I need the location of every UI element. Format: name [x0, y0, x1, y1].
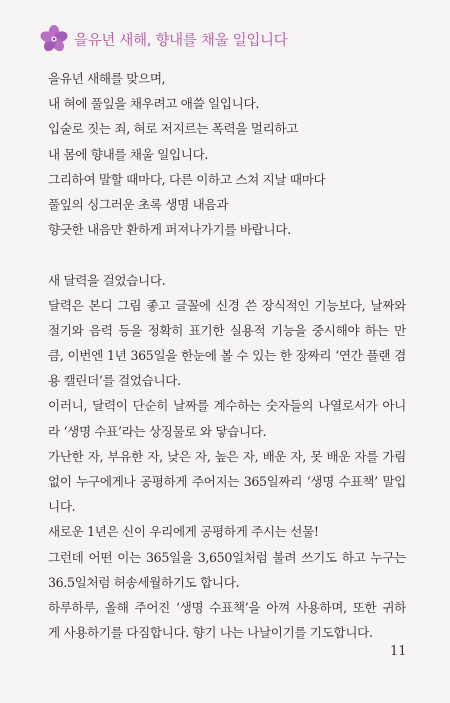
text-line: 없이 누구에게나 공평하게 주어지는 365일짜리 ‘생명 수표책’ 말입: [48, 474, 406, 489]
paragraph-break: [48, 242, 406, 267]
text-line: 그런데 어떤 이는 365일을 3,650일처럼 불려 쓰기도 하고 누구는: [48, 549, 406, 565]
chapter-header: [40, 24, 420, 54]
text-line: 입술로 짓는 죄, 혀로 저지르는 폭력을 멀리하고: [48, 121, 299, 137]
text-line: 내 혀에 풀잎을 채우려고 애쓸 일입니다.: [48, 96, 259, 112]
text-line: 용 캘린더’를 걸었습니다.: [48, 373, 181, 389]
text-line: 큼, 이번엔 1년 365일을 한눈에 볼 수 있는 한 장짜리 ‘연간 플랜 겸: [48, 348, 406, 364]
page-number: 11: [390, 644, 407, 659]
text-line: 라 ‘생명 수표’라는 상징물로 와 닿습니다.: [48, 423, 267, 439]
text-line: 그리하여 말할 때마다, 다른 이하고 스쳐 지날 때마다: [48, 171, 326, 187]
text-line: 절기와 음력 등을 정확히 표기한 실용적 기능을 중시해야 하는 만: [48, 322, 406, 338]
text-line: 달력은 본디 그림 좋고 글꼴에 신경 쓴 장식적인 기능보다, 날짜와: [48, 297, 406, 313]
text-line: 새 달력을 걸었습니다.: [48, 272, 166, 288]
text-line: 풀잎의 싱그러운 초록 생명 내음과: [48, 196, 229, 212]
body-text: [48, 66, 406, 645]
text-line: 향긋한 내음만 환하게 퍼져나가기를 바랍니다.: [48, 222, 291, 238]
text-line: 36.5일처럼 허송세월하기도 합니다.: [48, 574, 240, 590]
text-line: 내 몸에 향내를 채울 일입니다.: [48, 146, 209, 162]
text-line: 을유년 새해를 맞으며,: [48, 71, 166, 86]
text-line: 니다.: [48, 499, 76, 515]
text-line: 게 사용하기를 다짐합니다. 향기 나는 나날이기를 기도합니다.: [48, 625, 373, 641]
text-line: 이러니, 달력이 단순히 날짜를 계수하는 숫자들의 나열로서가 아니: [48, 398, 406, 414]
flower-icon: [40, 25, 68, 53]
text-line: 가난한 자, 부유한 자, 낮은 자, 높은 자, 배운 자, 못 배운 자를 가림: [48, 448, 406, 464]
text-line: 하루하루, 올해 주어진 ‘생명 수표책’을 아껴 사용하며, 또한 귀하: [48, 599, 406, 615]
text-line: 새로운 1년은 신이 우리에게 공평하게 주시는 선물!: [48, 524, 319, 540]
chapter-title: 을유년 새해, 향내를 채울 일입니다: [74, 32, 288, 49]
